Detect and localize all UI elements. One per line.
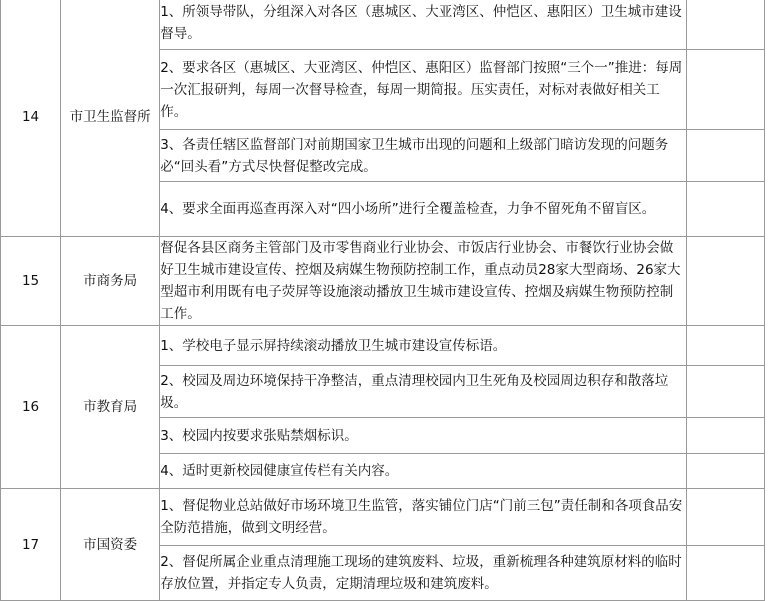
task-cell: 1、督促物业总站做好市场环境卫生监管，落实铺位门店“门前三包”责任制和各项食品安全防范措施，做到文明经营。 [160, 489, 687, 546]
task-cell: 2、校园及周边环境保持干净整洁，重点清理校园内卫生死角及校园周边积存和散落垃圾。 [160, 366, 687, 418]
row-number: 17 [1, 489, 61, 601]
blank-cell [686, 50, 764, 130]
task-cell: 4、适时更新校园健康宣传栏有关内容。 [160, 454, 687, 489]
blank-cell [686, 237, 764, 326]
task-cell: 4、要求全面再巡查再深入对“四小场所”进行全覆盖检查，力争不留死角不留盲区。 [160, 182, 687, 237]
task-cell: 1、学校电子显示屏持续滚动播放卫生城市建设宣传标语。 [160, 326, 687, 366]
department-name: 市卫生监督所 [61, 0, 160, 237]
blank-cell [686, 418, 764, 454]
blank-cell [686, 489, 764, 546]
department-name: 市商务局 [61, 237, 160, 326]
task-cell: 3、校园内按要求张贴禁烟标识。 [160, 418, 687, 454]
table-row [1, 0, 765, 50]
department-name: 市教育局 [61, 326, 160, 489]
department-name: 市国资委 [61, 489, 160, 601]
task-cell: 1、所领导带队，分组深入对各区（惠城区、大亚湾区、仲恺区、惠阳区）卫生城市建设督导。 [160, 0, 687, 50]
blank-cell [686, 454, 764, 489]
table-row [1, 326, 765, 366]
row-number: 16 [1, 326, 61, 489]
table-row [1, 237, 765, 326]
table-row [1, 489, 765, 546]
blank-cell [686, 130, 764, 182]
blank-cell [686, 546, 764, 601]
blank-cell [686, 326, 764, 366]
blank-cell [686, 182, 764, 237]
task-cell: 2、督促所属企业重点清理施工现场的建筑废料、垃圾，重新梳理各种建筑原材料的临时存放位置，并指定专人负责，定期清理垃圾和建筑废料。 [160, 546, 687, 601]
row-number: 14 [1, 0, 61, 237]
row-number: 15 [1, 237, 61, 326]
task-cell: 督促各县区商务主管部门及市零售商业行业协会、市饭店行业协会、市餐饮行业协会做好卫生城市建设宣传、控烟及病媒生物预防控制工作，重点动员28家大型商场、26家大型超市利用既有电子荧屏等设施滚动播放卫生城市建设宣传、控烟及病媒生物预防控制工作。 [160, 237, 687, 326]
blank-cell [686, 0, 764, 50]
task-cell: 2、要求各区（惠城区、大亚湾区、仲恺区、惠阳区）监督部门按照“三个一”推进：每周一次汇报研判，每周一次督导检查，每周一期简报。压实责任，对标对表做好相关工作。 [160, 50, 687, 130]
task-cell: 3、各责任辖区监督部门对前期国家卫生城市出现的问题和上级部门暗访发现的问题务必“回头看”方式尽快督促整改完成。 [160, 130, 687, 182]
blank-cell [686, 366, 764, 418]
